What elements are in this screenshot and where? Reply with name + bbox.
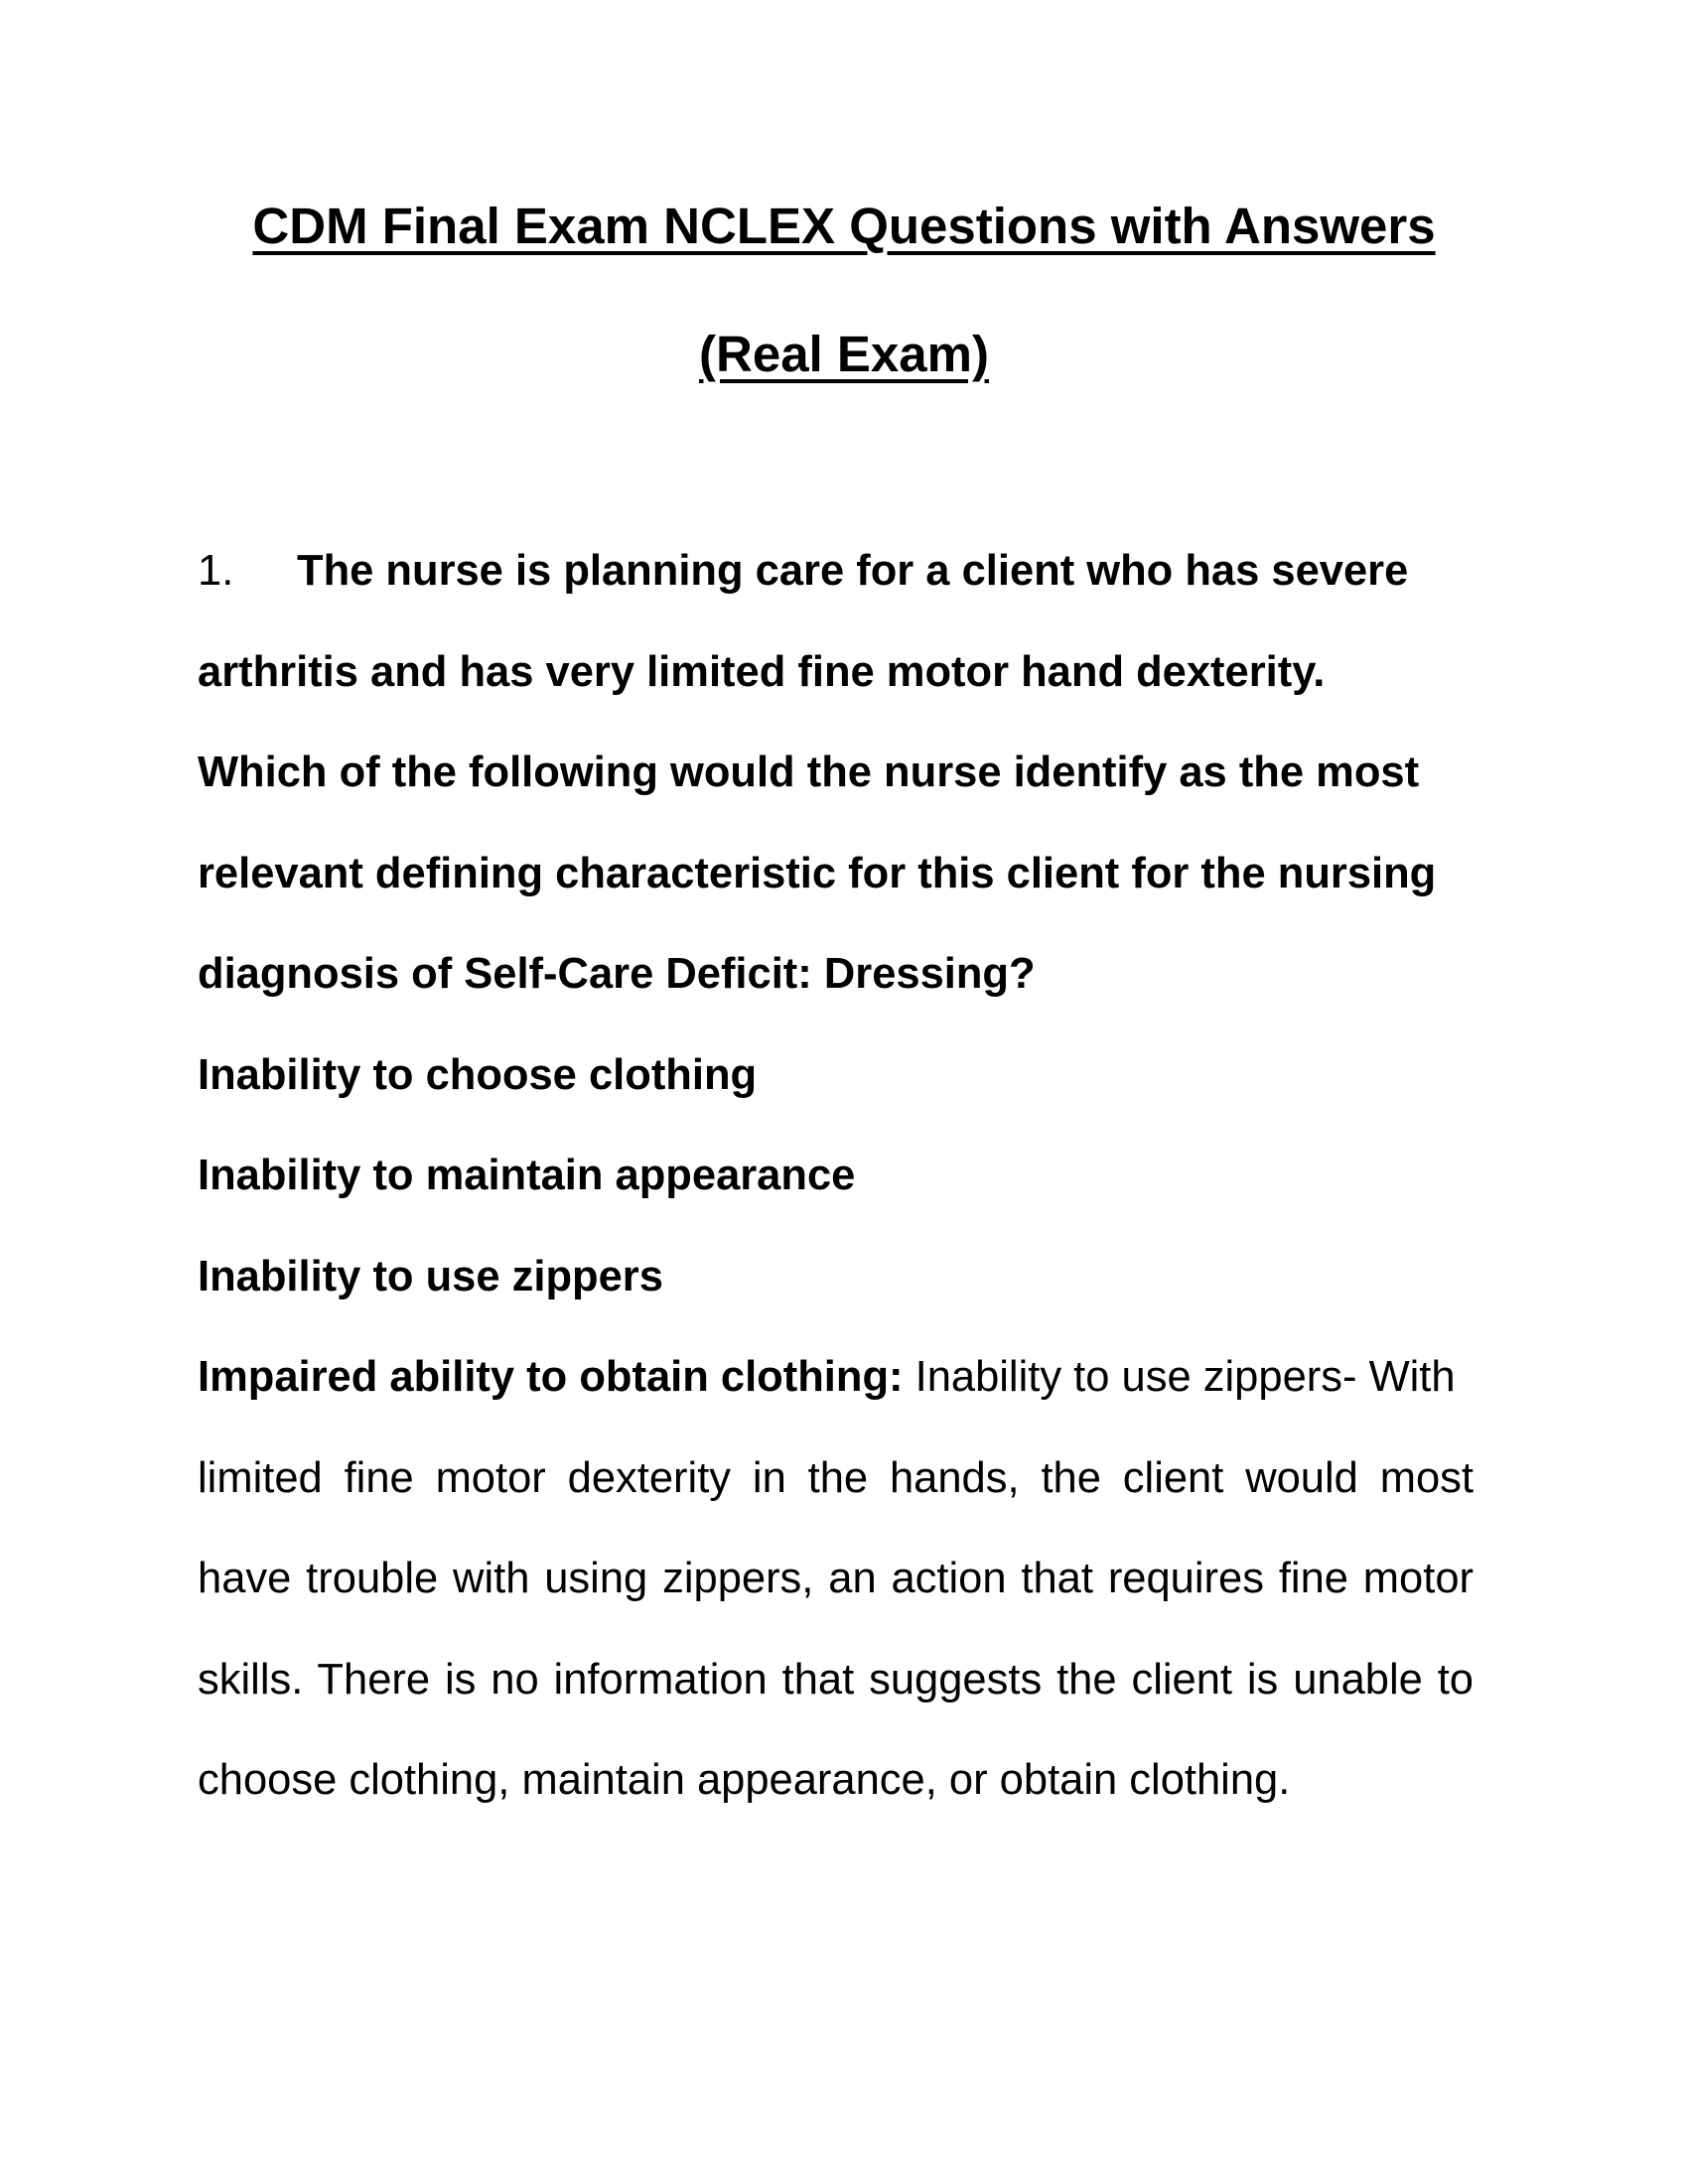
- explanation-line: limited fine motor dexterity in the hands, the client would most: [198, 1453, 1474, 1502]
- answer-option: Inability to choose clothing: [198, 1050, 758, 1099]
- answer-explanation-line: [198, 1327, 1474, 1429]
- answer-label: Impaired ability to obtain clothing:: [198, 1353, 904, 1401]
- question-1: [198, 521, 1474, 1832]
- question-line: Which of the following would the nurse identify as the most: [198, 749, 1420, 796]
- answer-option: Inability to maintain appearance: [198, 1152, 856, 1199]
- question-line: arthritis and has very limited fine motor hand dexterity.: [198, 647, 1326, 696]
- explanation-text: Inability to use zippers- With: [914, 1353, 1456, 1401]
- answer-option: Inability to use zippers: [198, 1252, 663, 1300]
- explanation-line: skills. There is no information that suggests the client is unable to: [198, 1655, 1474, 1704]
- question-line: [198, 521, 1474, 622]
- question-line: relevant defining characteristic for this client for the nursing: [198, 849, 1437, 897]
- question-text: The nurse is planning care for a client who has severe: [297, 547, 1409, 595]
- document-title: CDM Final Exam NCLEX Questions with Answers: [252, 198, 1436, 254]
- explanation-line: choose clothing, maintain appearance, or obtain clothing.: [198, 1756, 1291, 1804]
- question-line: diagnosis of Self-Care Deficit: Dressing?: [198, 950, 1036, 998]
- document-subtitle: (Real Exam): [699, 326, 989, 382]
- explanation-line: have trouble with using zippers, an action that requires fine motor: [198, 1555, 1474, 1602]
- question-number: 1.: [198, 547, 234, 595]
